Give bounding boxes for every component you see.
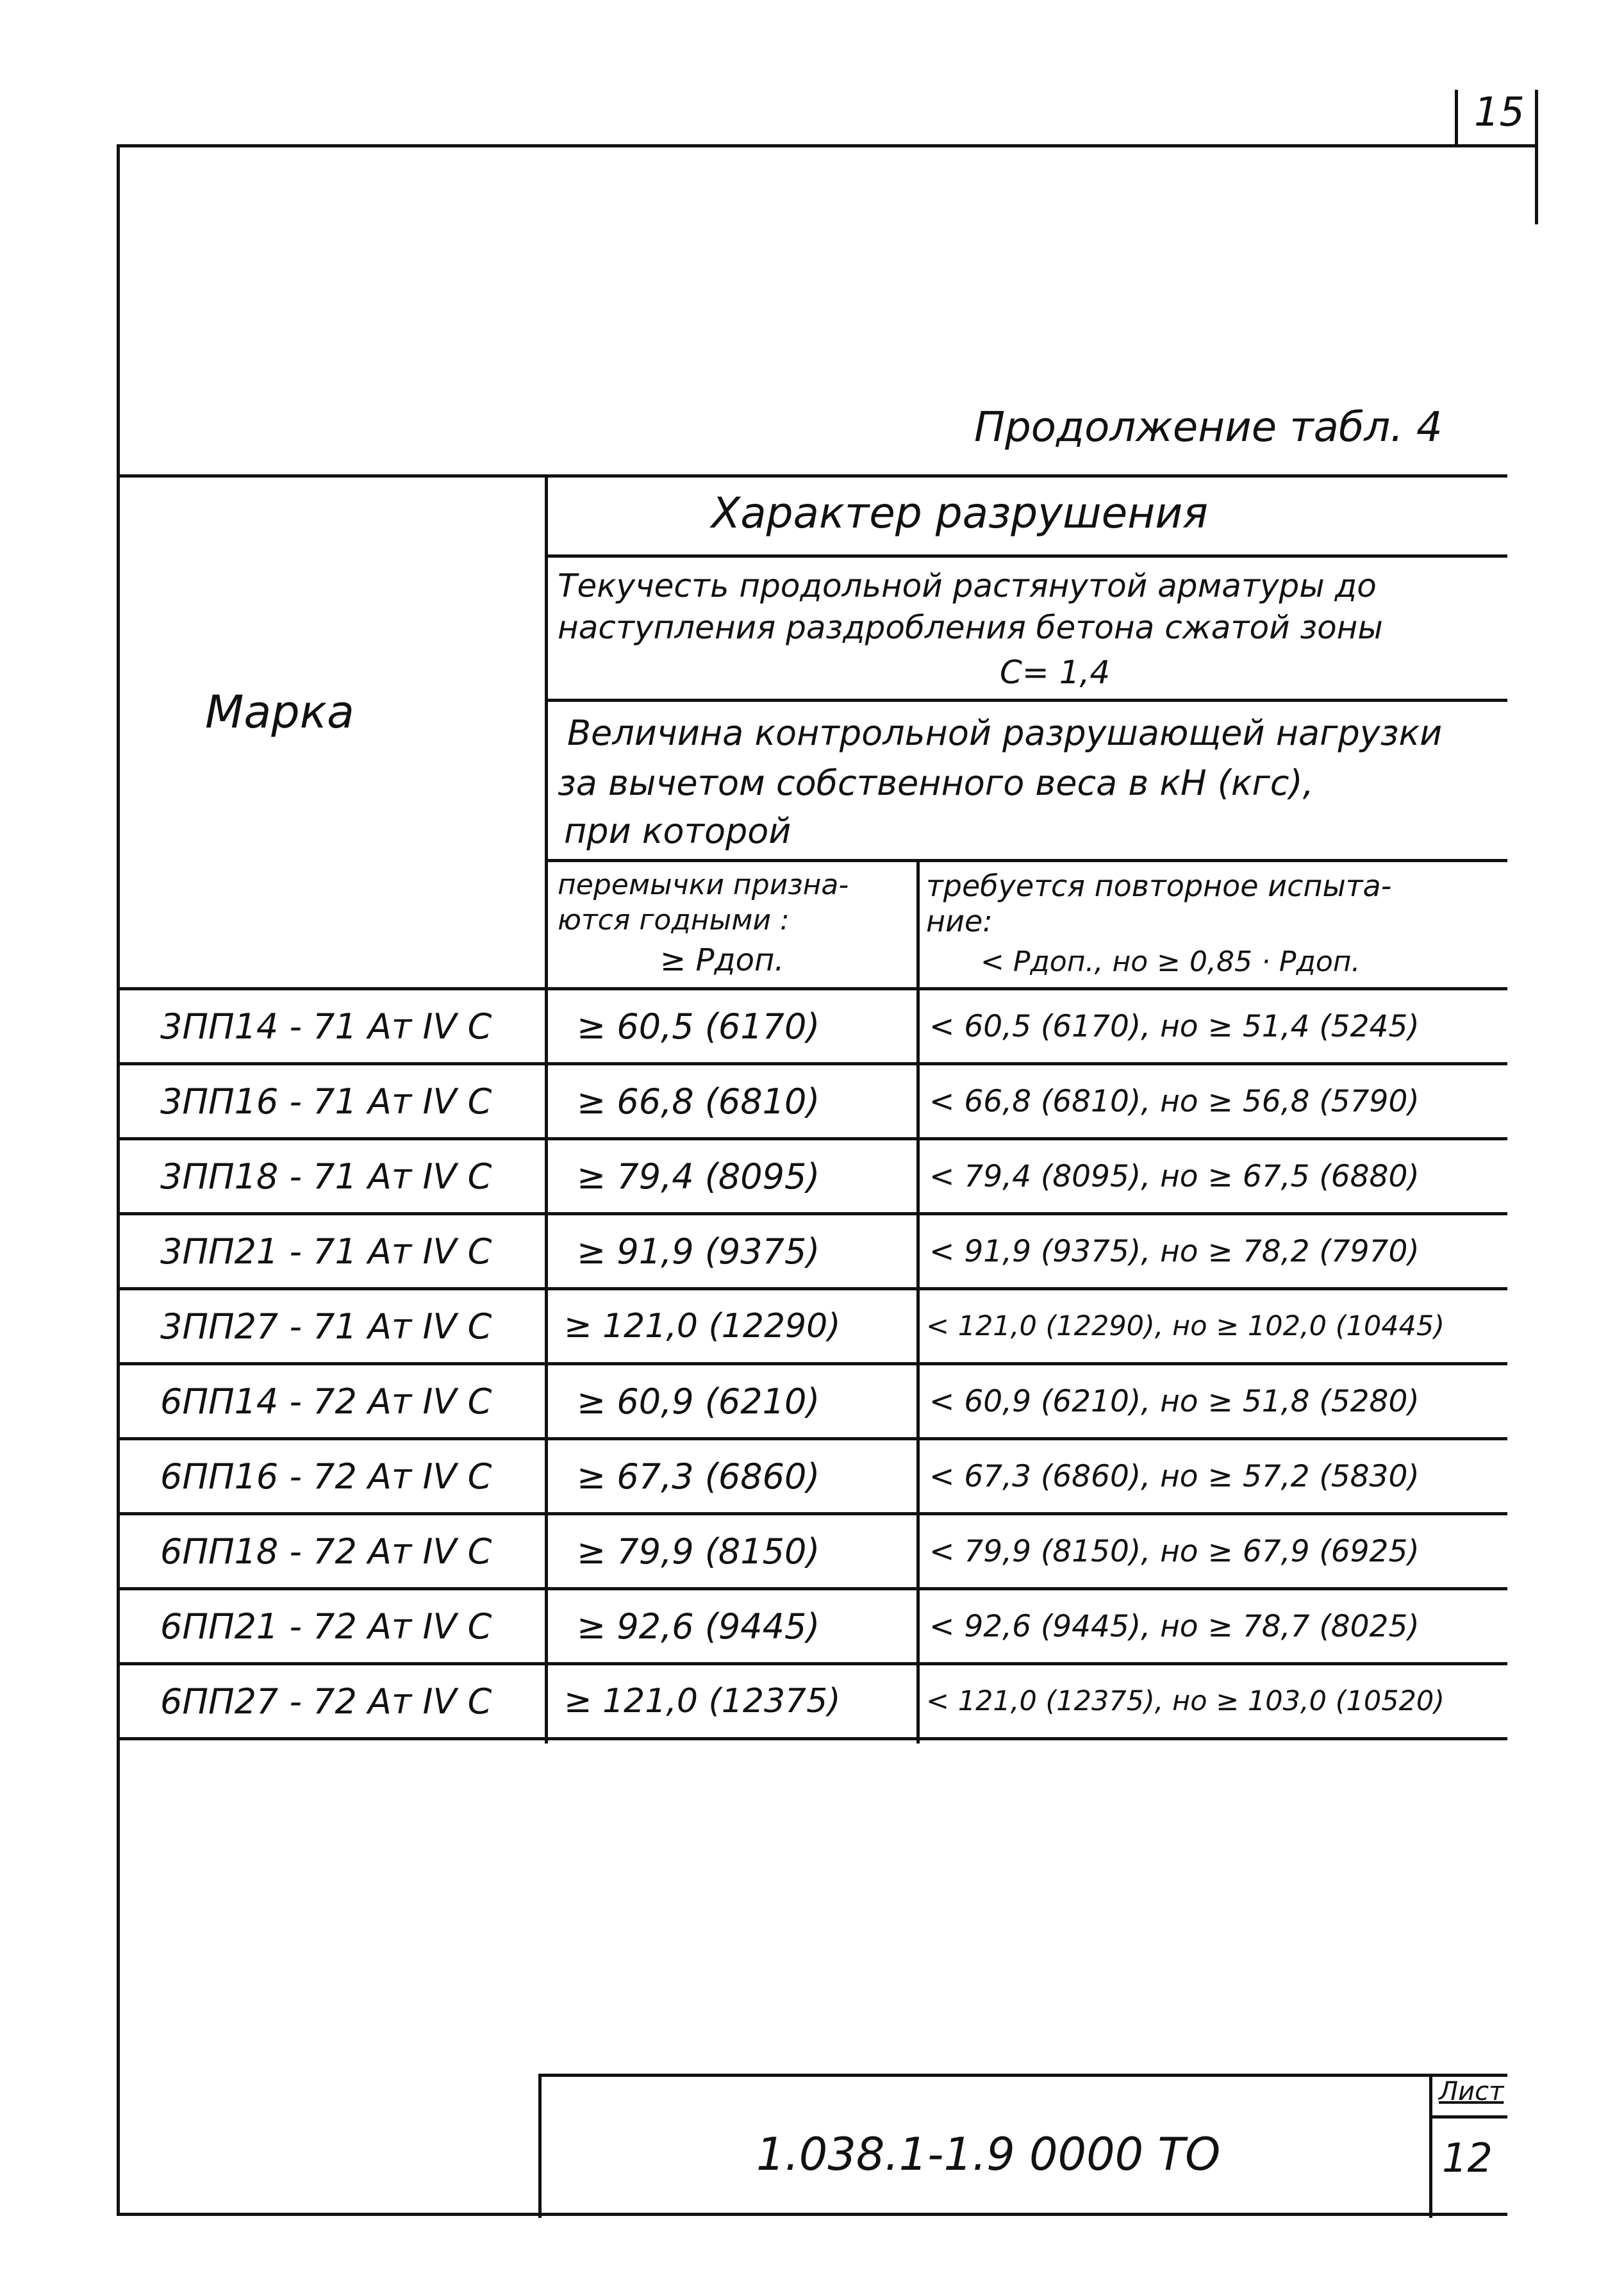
table-row-6-fit: ≥ 60,9 (6210)	[577, 1381, 820, 1422]
stamp-left-line	[538, 2074, 542, 2218]
document-code: 1.038.1-1.9 0000 ТО	[756, 2128, 1221, 2181]
table-row-4-mark: 3ПП21 - 71 Ат IV C	[160, 1231, 492, 1272]
table-row-1-fit: ≥ 60,5 (6170)	[577, 1006, 820, 1047]
character-header-line	[545, 554, 1507, 558]
table-row-3-retest: < 79,4 (8095), но ≥ 67,5 (6880)	[929, 1158, 1420, 1194]
continuation-title: Продолжение табл. 4	[974, 404, 1443, 451]
table-bottom-line	[117, 1737, 1507, 1740]
table-row-7-fit: ≥ 67,3 (6860)	[577, 1456, 820, 1497]
load-text-line2: за вычетом собственного веса в кН (кгс),	[558, 763, 1314, 803]
load-text-line	[545, 859, 1507, 862]
table-row-4-fit: ≥ 91,9 (9375)	[577, 1231, 820, 1272]
frame-right-tick	[1535, 90, 1538, 224]
col-b-header-line1: требуется повторное испыта-	[926, 869, 1392, 903]
table-row-5-mark: 3ПП27 - 71 Ат IV C	[160, 1306, 492, 1347]
table-top-line	[117, 474, 1507, 478]
table-row-7-retest: < 67,3 (6860), но ≥ 57,2 (5830)	[929, 1458, 1420, 1494]
yield-text-line	[545, 699, 1507, 702]
character-header: Характер разрушения	[711, 488, 1208, 538]
sheet-number: 12	[1442, 2135, 1493, 2181]
load-text-line1: Величина контрольной разрушающей нагрузки	[567, 713, 1443, 753]
table-row-10-mark: 6ПП27 - 72 Ат IV C	[160, 1681, 492, 1722]
frame-bottom-border	[117, 2213, 1507, 2216]
table-row-4-retest: < 91,9 (9375), но ≥ 78,2 (7970)	[929, 1233, 1420, 1269]
table-row-3-fit: ≥ 79,4 (8095)	[577, 1156, 820, 1197]
table-row-2-fit: ≥ 66,8 (6810)	[577, 1081, 820, 1122]
table-row-5-retest: < 121,0 (12290), но ≥ 102,0 (10445)	[926, 1310, 1445, 1342]
table-row-9-mark: 6ПП21 - 72 Ат IV C	[160, 1606, 492, 1647]
results-column-divider	[916, 859, 920, 1744]
table-row-10-fit: ≥ 121,0 (12375)	[564, 1682, 841, 1720]
table-row-1-retest: < 60,5 (6170), но ≥ 51,4 (5245)	[929, 1008, 1420, 1044]
mark-header: Марка	[205, 686, 354, 738]
col-b-header-line2: ние:	[926, 904, 993, 938]
mark-column-divider	[545, 474, 548, 1744]
frame-left-border	[117, 144, 120, 2215]
stamp-sheet-divider	[1429, 2074, 1432, 2218]
stamp-top-line	[538, 2074, 1507, 2077]
stamp-sheet-label-line	[1429, 2115, 1507, 2119]
table-row-1-mark: 3ПП14 - 71 Ат IV C	[160, 1006, 492, 1047]
yield-text-line1: Текучесть продольной растянутой арматуры до	[558, 567, 1377, 604]
page-number-divider	[1455, 90, 1458, 144]
table-row-3-mark: 3ПП18 - 71 Ат IV C	[160, 1156, 492, 1197]
table-row-9-retest: < 92,6 (9445), но ≥ 78,7 (8025)	[929, 1608, 1420, 1644]
sheet-label: Лист	[1439, 2077, 1504, 2106]
coefficient: C= 1,4	[1000, 654, 1111, 691]
table-row-8-fit: ≥ 79,9 (8150)	[577, 1531, 820, 1572]
table-row-9-fit: ≥ 92,6 (9445)	[577, 1606, 820, 1647]
col-a-header-line2: ются годными :	[558, 904, 790, 937]
table-row-8-mark: 6ПП18 - 72 Ат IV C	[160, 1531, 492, 1572]
table-row-7-mark: 6ПП16 - 72 Ат IV C	[160, 1456, 492, 1497]
page-number: 15	[1474, 88, 1525, 135]
table-row-2-mark: 3ПП16 - 71 Ат IV C	[160, 1081, 492, 1122]
table-row-5-fit: ≥ 121,0 (12290)	[564, 1307, 841, 1345]
table-row-2-retest: < 66,8 (6810), но ≥ 56,8 (5790)	[929, 1083, 1420, 1119]
table-row-6-retest: < 60,9 (6210), но ≥ 51,8 (5280)	[929, 1383, 1420, 1419]
table-row-10-retest: < 121,0 (12375), но ≥ 103,0 (10520)	[926, 1685, 1445, 1717]
load-text-line3: при которой	[564, 811, 791, 851]
col-b-header-line3: < Pдоп., но ≥ 0,85 · Pдоп.	[981, 945, 1361, 978]
yield-text-line2: наступления раздробления бетона сжатой зоны	[558, 609, 1383, 646]
table-row-8-retest: < 79,9 (8150), но ≥ 67,9 (6925)	[929, 1533, 1420, 1569]
table-row-6-mark: 6ПП14 - 72 Ат IV C	[160, 1381, 492, 1422]
col-a-header-line1: перемычки призна-	[558, 869, 849, 901]
frame-top-border	[117, 144, 1538, 147]
col-a-header-line3: ≥ Pдоп.	[660, 942, 784, 978]
